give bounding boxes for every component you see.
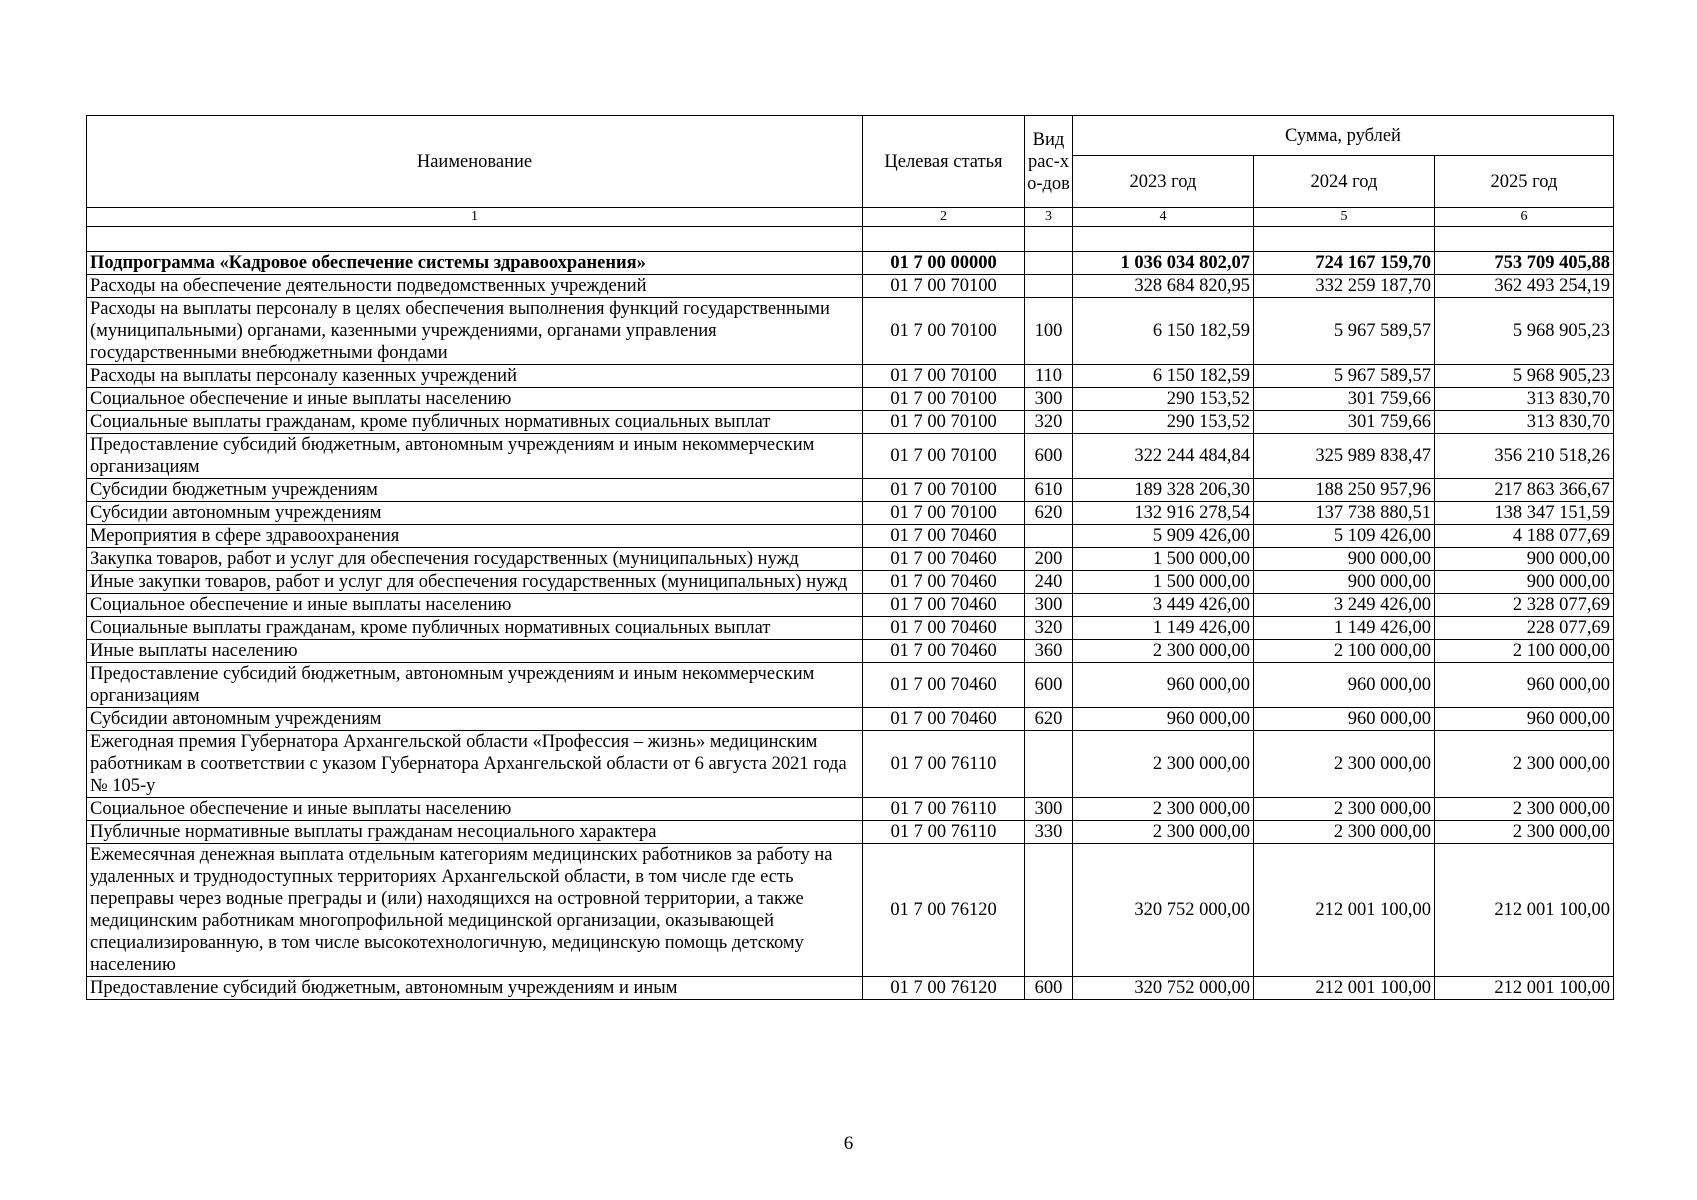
row-sum-2025: 313 830,70 — [1435, 388, 1614, 411]
row-sum-2023: 2 300 000,00 — [1073, 640, 1254, 663]
row-sum-2023: 290 153,52 — [1073, 388, 1254, 411]
row-name: Социальное обеспечение и иные выплаты населению — [87, 388, 863, 411]
row-expense-kind — [1025, 731, 1073, 798]
row-name: Иные закупки товаров, работ и услуг для обеспечения государственных (муниципальных) нужд — [87, 571, 863, 594]
row-sum-2023: 189 328 206,30 — [1073, 479, 1254, 502]
column-number: 6 — [1435, 208, 1614, 227]
table-row — [87, 798, 1614, 821]
row-target-article: 01 7 00 70100 — [863, 388, 1025, 411]
row-expense-kind: 600 — [1025, 663, 1073, 708]
row-sum-2025: 2 300 000,00 — [1435, 821, 1614, 844]
row-expense-kind: 600 — [1025, 434, 1073, 479]
row-sum-2025: 356 210 518,26 — [1435, 434, 1614, 479]
row-sum-2024: 960 000,00 — [1254, 663, 1435, 708]
row-target-article: 01 7 00 00000 — [863, 252, 1025, 275]
row-sum-2024: 3 249 426,00 — [1254, 594, 1435, 617]
row-expense-kind: 300 — [1025, 594, 1073, 617]
table-row — [87, 548, 1614, 571]
column-number: 4 — [1073, 208, 1254, 227]
row-name: Мероприятия в сфере здравоохранения — [87, 525, 863, 548]
row-target-article: 01 7 00 76110 — [863, 821, 1025, 844]
row-sum-2025: 362 493 254,19 — [1435, 275, 1614, 298]
row-target-article: 01 7 00 70100 — [863, 434, 1025, 479]
row-name: Субсидии автономным учреждениям — [87, 502, 863, 525]
row-sum-2023: 3 449 426,00 — [1073, 594, 1254, 617]
row-sum-2025: 2 328 077,69 — [1435, 594, 1614, 617]
empty-row — [87, 227, 1614, 252]
row-sum-2024: 137 738 880,51 — [1254, 502, 1435, 525]
row-target-article: 01 7 00 76110 — [863, 798, 1025, 821]
row-sum-2023: 6 150 182,59 — [1073, 298, 1254, 365]
row-sum-2023: 2 300 000,00 — [1073, 821, 1254, 844]
table-row — [87, 502, 1614, 525]
header-year-2023: 2023 год — [1073, 156, 1254, 208]
row-target-article: 01 7 00 70460 — [863, 594, 1025, 617]
table-row — [87, 275, 1614, 298]
row-expense-kind: 240 — [1025, 571, 1073, 594]
row-sum-2025: 900 000,00 — [1435, 548, 1614, 571]
table-row — [87, 731, 1614, 798]
row-sum-2025: 960 000,00 — [1435, 708, 1614, 731]
row-target-article: 01 7 00 76110 — [863, 731, 1025, 798]
table-row — [87, 821, 1614, 844]
row-sum-2023: 320 752 000,00 — [1073, 977, 1254, 1000]
row-name: Социальные выплаты гражданам, кроме публичных нормативных социальных выплат — [87, 411, 863, 434]
row-sum-2025: 313 830,70 — [1435, 411, 1614, 434]
table-row — [87, 844, 1614, 977]
row-sum-2023: 2 300 000,00 — [1073, 731, 1254, 798]
row-name: Расходы на выплаты персоналу казенных учреждений — [87, 365, 863, 388]
table-row — [87, 525, 1614, 548]
row-name: Публичные нормативные выплаты гражданам несоциального характера — [87, 821, 863, 844]
row-sum-2024: 5 109 426,00 — [1254, 525, 1435, 548]
header-year-2024: 2024 год — [1254, 156, 1435, 208]
row-sum-2024: 2 300 000,00 — [1254, 731, 1435, 798]
row-target-article: 01 7 00 70460 — [863, 571, 1025, 594]
table-body — [87, 252, 1614, 1000]
row-sum-2023: 960 000,00 — [1073, 708, 1254, 731]
row-expense-kind: 320 — [1025, 617, 1073, 640]
row-target-article: 01 7 00 70460 — [863, 617, 1025, 640]
row-expense-kind: 620 — [1025, 502, 1073, 525]
row-name: Ежемесячная денежная выплата отдельным категориям медицинских работников за работу на удаленных и труднодоступных территориях Архангельской области, в том числе где есть переправы через водные преграды и (или) находящихся на островной территории, а также медицинским работникам многопрофильной медицинской организации, оказывающей специализированную, в том числе высокотехнологичную, медицинскую помощь детскому населению — [87, 844, 863, 977]
row-expense-kind: 610 — [1025, 479, 1073, 502]
table-row — [87, 977, 1614, 1000]
table-row — [87, 571, 1614, 594]
row-sum-2024: 332 259 187,70 — [1254, 275, 1435, 298]
row-expense-kind: 300 — [1025, 798, 1073, 821]
row-target-article: 01 7 00 70460 — [863, 640, 1025, 663]
row-expense-kind: 600 — [1025, 977, 1073, 1000]
row-sum-2023: 960 000,00 — [1073, 663, 1254, 708]
row-target-article: 01 7 00 70100 — [863, 411, 1025, 434]
row-target-article: 01 7 00 70460 — [863, 548, 1025, 571]
row-sum-2023: 1 500 000,00 — [1073, 571, 1254, 594]
row-sum-2023: 290 153,52 — [1073, 411, 1254, 434]
row-sum-2023: 2 300 000,00 — [1073, 798, 1254, 821]
header-year-2025: 2025 год — [1435, 156, 1614, 208]
row-target-article: 01 7 00 70100 — [863, 298, 1025, 365]
table-row — [87, 640, 1614, 663]
row-expense-kind: 200 — [1025, 548, 1073, 571]
row-target-article: 01 7 00 76120 — [863, 844, 1025, 977]
table-row — [87, 594, 1614, 617]
row-sum-2023: 1 500 000,00 — [1073, 548, 1254, 571]
row-sum-2023: 1 036 034 802,07 — [1073, 252, 1254, 275]
row-expense-kind — [1025, 275, 1073, 298]
column-number-row — [87, 208, 1614, 227]
row-name: Субсидии бюджетным учреждениям — [87, 479, 863, 502]
row-sum-2024: 900 000,00 — [1254, 571, 1435, 594]
table-row — [87, 365, 1614, 388]
row-sum-2023: 1 149 426,00 — [1073, 617, 1254, 640]
row-sum-2024: 5 967 589,57 — [1254, 298, 1435, 365]
row-sum-2025: 212 001 100,00 — [1435, 977, 1614, 1000]
column-number: 2 — [863, 208, 1025, 227]
row-sum-2023: 322 244 484,84 — [1073, 434, 1254, 479]
row-name: Ежегодная премия Губернатора Архангельской области «Профессия – жизнь» медицинским работникам в соответствии с указом Губернатора Архангельской области от 6 августа 2021 года № 105-у — [87, 731, 863, 798]
row-expense-kind: 330 — [1025, 821, 1073, 844]
row-name: Социальное обеспечение и иные выплаты населению — [87, 594, 863, 617]
row-name: Субсидии автономным учреждениям — [87, 708, 863, 731]
row-target-article: 01 7 00 76120 — [863, 977, 1025, 1000]
table-row — [87, 434, 1614, 479]
row-expense-kind — [1025, 525, 1073, 548]
row-sum-2025: 4 188 077,69 — [1435, 525, 1614, 548]
row-sum-2024: 900 000,00 — [1254, 548, 1435, 571]
row-name: Социальное обеспечение и иные выплаты населению — [87, 798, 863, 821]
row-sum-2024: 2 100 000,00 — [1254, 640, 1435, 663]
row-name: Подпрограмма «Кадровое обеспечение системы здравоохранения» — [87, 252, 863, 275]
row-expense-kind: 360 — [1025, 640, 1073, 663]
row-name: Предоставление субсидий бюджетным, автономным учреждениям и иным — [87, 977, 863, 1000]
row-sum-2025: 2 100 000,00 — [1435, 640, 1614, 663]
row-target-article: 01 7 00 70100 — [863, 502, 1025, 525]
header-target-article: Целевая статья — [863, 116, 1025, 208]
header-expense-kind: Вид рас-хо-дов — [1025, 116, 1073, 208]
row-target-article: 01 7 00 70100 — [863, 275, 1025, 298]
row-sum-2025: 753 709 405,88 — [1435, 252, 1614, 275]
row-sum-2024: 1 149 426,00 — [1254, 617, 1435, 640]
row-expense-kind: 100 — [1025, 298, 1073, 365]
row-sum-2024: 212 001 100,00 — [1254, 977, 1435, 1000]
row-sum-2025: 5 968 905,23 — [1435, 365, 1614, 388]
row-sum-2025: 2 300 000,00 — [1435, 798, 1614, 821]
column-number: 1 — [87, 208, 863, 227]
row-name: Предоставление субсидий бюджетным, автономным учреждениям и иным некоммерческим организациям — [87, 434, 863, 479]
header-name: Наименование — [87, 116, 863, 208]
row-sum-2025: 2 300 000,00 — [1435, 731, 1614, 798]
row-name: Закупка товаров, работ и услуг для обеспечения государственных (муниципальных) нужд — [87, 548, 863, 571]
row-sum-2024: 301 759,66 — [1254, 388, 1435, 411]
row-sum-2024: 301 759,66 — [1254, 411, 1435, 434]
row-name: Расходы на выплаты персоналу в целях обеспечения выполнения функций государственными (муниципальными) органами, казенными учреждениями, органами управления государственными внебюджетными фондами — [87, 298, 863, 365]
table-row — [87, 298, 1614, 365]
header-sum: Сумма, рублей — [1073, 116, 1614, 156]
row-target-article: 01 7 00 70460 — [863, 663, 1025, 708]
row-sum-2023: 328 684 820,95 — [1073, 275, 1254, 298]
row-sum-2023: 132 916 278,54 — [1073, 502, 1254, 525]
row-sum-2024: 5 967 589,57 — [1254, 365, 1435, 388]
row-sum-2025: 960 000,00 — [1435, 663, 1614, 708]
row-expense-kind — [1025, 844, 1073, 977]
table-row — [87, 708, 1614, 731]
row-sum-2024: 2 300 000,00 — [1254, 798, 1435, 821]
row-target-article: 01 7 00 70460 — [863, 708, 1025, 731]
row-expense-kind — [1025, 252, 1073, 275]
row-sum-2025: 138 347 151,59 — [1435, 502, 1614, 525]
table-row — [87, 479, 1614, 502]
row-sum-2024: 212 001 100,00 — [1254, 844, 1435, 977]
row-name: Иные выплаты населению — [87, 640, 863, 663]
page-number: 6 — [843, 1133, 854, 1154]
row-target-article: 01 7 00 70100 — [863, 365, 1025, 388]
row-expense-kind: 620 — [1025, 708, 1073, 731]
row-sum-2024: 2 300 000,00 — [1254, 821, 1435, 844]
row-sum-2025: 900 000,00 — [1435, 571, 1614, 594]
row-expense-kind: 110 — [1025, 365, 1073, 388]
row-name: Социальные выплаты гражданам, кроме публичных нормативных социальных выплат — [87, 617, 863, 640]
row-sum-2023: 5 909 426,00 — [1073, 525, 1254, 548]
row-sum-2023: 6 150 182,59 — [1073, 365, 1254, 388]
table-row — [87, 388, 1614, 411]
row-target-article: 01 7 00 70460 — [863, 525, 1025, 548]
row-sum-2025: 212 001 100,00 — [1435, 844, 1614, 977]
row-name: Расходы на обеспечение деятельности подведомственных учреждений — [87, 275, 863, 298]
row-sum-2024: 724 167 159,70 — [1254, 252, 1435, 275]
row-sum-2024: 188 250 957,96 — [1254, 479, 1435, 502]
row-sum-2025: 5 968 905,23 — [1435, 298, 1614, 365]
column-number: 3 — [1025, 208, 1073, 227]
row-expense-kind: 300 — [1025, 388, 1073, 411]
table-row — [87, 663, 1614, 708]
row-sum-2024: 960 000,00 — [1254, 708, 1435, 731]
row-sum-2025: 228 077,69 — [1435, 617, 1614, 640]
row-expense-kind: 320 — [1025, 411, 1073, 434]
row-sum-2023: 320 752 000,00 — [1073, 844, 1254, 977]
table-row — [87, 617, 1614, 640]
table-row — [87, 411, 1614, 434]
budget-table — [86, 115, 1614, 1000]
column-number: 5 — [1254, 208, 1435, 227]
table-row — [87, 252, 1614, 275]
row-target-article: 01 7 00 70100 — [863, 479, 1025, 502]
row-sum-2025: 217 863 366,67 — [1435, 479, 1614, 502]
row-sum-2024: 325 989 838,47 — [1254, 434, 1435, 479]
row-name: Предоставление субсидий бюджетным, автономным учреждениям и иным некоммерческим организациям — [87, 663, 863, 708]
